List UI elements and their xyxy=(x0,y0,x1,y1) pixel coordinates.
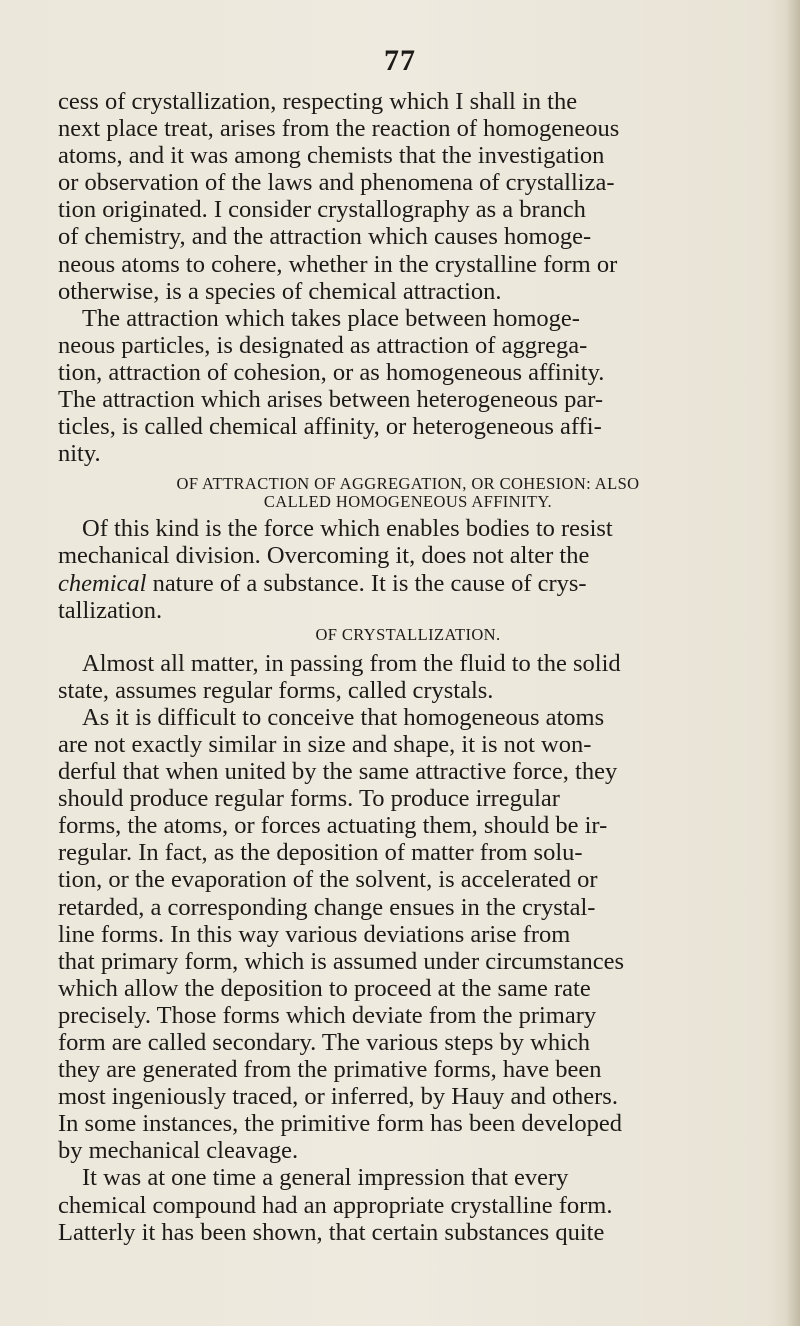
text-line: regular. In fact, as the deposition of matter from solu- xyxy=(58,839,583,867)
text-line: tion, or the evaporation of the solvent, is accelerated or xyxy=(58,866,598,894)
text-line: tion originated. I consider crystallography as a branch xyxy=(58,196,586,224)
section-heading: OF ATTRACTION OF AGGREGATION, OR COHESION: ALSO xyxy=(176,474,640,494)
text-fragment: nature of a substance. It is the cause of crys- xyxy=(146,569,587,597)
text-line: forms, the atoms, or forces actuating them, should be ir- xyxy=(58,812,608,840)
text-line: mechanical division. Overcoming it, does not alter the xyxy=(58,542,590,570)
text-line: As it is difficult to conceive that homogeneous atoms xyxy=(82,703,605,731)
text-line: otherwise, is a species of chemical attraction. xyxy=(58,277,502,305)
text-line: derful that when united by the same attractive force, they xyxy=(58,758,618,786)
section-heading: OF CRYSTALLIZATION. xyxy=(315,624,501,644)
text-line: atoms, and it was among chemists that the investigation xyxy=(58,142,605,170)
text-line: form are called secondary. The various steps by which xyxy=(58,1029,591,1056)
text-line: tion, attraction of cohesion, or as homogeneous affinity. xyxy=(58,358,605,386)
italic-word: chemical xyxy=(58,569,147,597)
text-line: ticles, is called chemical affinity, or heterogeneous affi- xyxy=(58,413,602,441)
text-line: which allow the deposition to proceed at the same rate xyxy=(58,974,591,1002)
text-line: precisely. Those forms which deviate from the primary xyxy=(58,1001,597,1029)
text-line: next place treat, arises from the reaction of homogeneous xyxy=(58,115,620,143)
text-line: by mechanical cleavage. xyxy=(58,1137,299,1165)
text-line: Almost all matter, in passing from the fluid to the solid xyxy=(82,649,621,677)
text-line: neous atoms to cohere, whether in the crystalline form or xyxy=(58,250,618,278)
text-line: or observation of the laws and phenomena of crystalliza- xyxy=(58,169,615,197)
text-line: In some instances, the primitive form has been developed xyxy=(58,1110,623,1138)
text-line: The attraction which takes place between homoge- xyxy=(82,304,580,332)
text-line: cess of crystallization, respecting which I shall in the xyxy=(58,88,578,115)
text-line: line forms. In this way various deviations arise from xyxy=(58,920,571,948)
text-line: neous particles, is designated as attraction of aggrega- xyxy=(58,331,588,359)
text-line: chemical compound had an appropriate crystalline form. xyxy=(58,1191,613,1219)
page-edge-shadow xyxy=(786,0,800,1326)
text-line: they are generated from the primative forms, have been xyxy=(58,1056,602,1084)
text-line xyxy=(58,570,758,597)
page-number: 77 xyxy=(384,44,416,77)
text-line: most ingeniously traced, or inferred, by Hauy and others. xyxy=(58,1083,618,1111)
text-line: of chemistry, and the attraction which causes homoge- xyxy=(58,223,592,251)
text-line: nity. xyxy=(58,440,101,468)
text-line: Of this kind is the force which enables bodies to resist xyxy=(82,515,613,543)
text-line: state, assumes regular forms, called crystals. xyxy=(58,676,494,704)
text-line: are not exactly similar in size and shape, it is not won- xyxy=(58,730,592,758)
text-line: retarded, a corresponding change ensues in the crystal- xyxy=(58,893,596,921)
text-line: It was at one time a general impression that every xyxy=(82,1164,569,1192)
text-line: should produce regular forms. To produce irregular xyxy=(58,785,560,813)
page-body-text xyxy=(58,88,758,1246)
text-line: tallization. xyxy=(58,596,163,624)
text-line: that primary form, which is assumed under circumstances xyxy=(58,947,625,975)
text-line: Latterly it has been shown, that certain substances quite xyxy=(58,1218,605,1246)
section-heading: CALLED HOMOGENEOUS AFFINITY. xyxy=(263,492,553,512)
text-line: The attraction which arises between heterogeneous par- xyxy=(58,386,604,414)
